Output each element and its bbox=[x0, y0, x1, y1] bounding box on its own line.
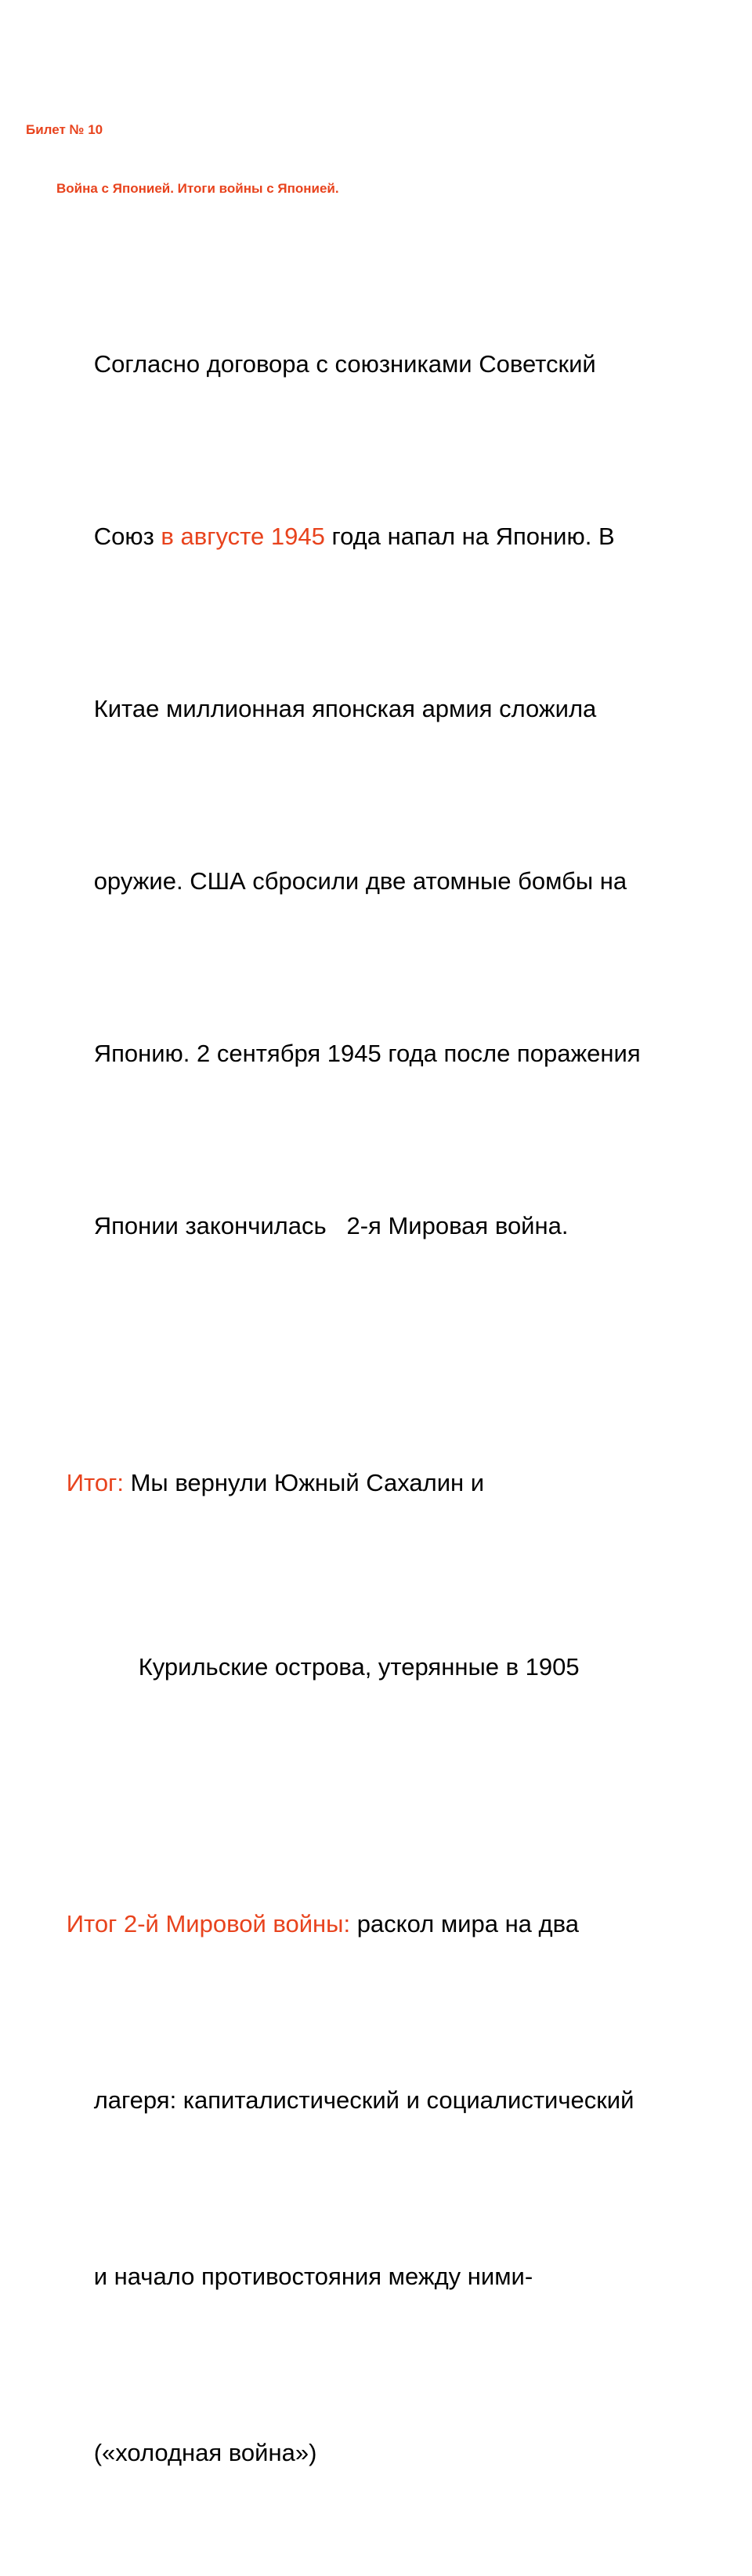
slide bbox=[0, 81, 752, 2466]
result-label: Итог: bbox=[66, 1469, 124, 1496]
text-segment: Японии закончилась 2-я Мировая война. bbox=[93, 1212, 569, 1239]
paragraph-main bbox=[0, 244, 752, 1347]
text-segment: Союз bbox=[93, 523, 161, 550]
highlight-august-1945: в августе 1945 bbox=[161, 523, 325, 550]
text-segment: лагеря: капиталистический и социалистический bbox=[93, 2086, 634, 2114]
text-line bbox=[0, 657, 752, 761]
text-segment: Мы вернули Южный Сахалин и bbox=[123, 1469, 485, 1496]
text-segment: Китае миллионная японская армия сложила bbox=[93, 695, 597, 722]
paragraph-result-1 bbox=[0, 1354, 752, 1796]
text-line bbox=[0, 1427, 752, 1538]
text-line bbox=[0, 2047, 752, 2153]
text-segment: Согласно договора с союзниками Советский bbox=[93, 350, 596, 378]
slide-topic-line: Война с Японией. Итоги войны с Японией. bbox=[56, 181, 339, 196]
text-segment: Курильские острова, утерянные в 1905 bbox=[138, 1653, 580, 1681]
text-line bbox=[0, 485, 752, 588]
paragraph-result-2 bbox=[0, 1800, 752, 2576]
text-segment: раскол мира на два bbox=[350, 1910, 579, 1937]
ww2-result-label: Итог 2-й Мировой войны: bbox=[66, 1910, 351, 1937]
text-segment: («холодная война») bbox=[93, 2439, 317, 2466]
ticket-number-line: Билет № 10 bbox=[26, 122, 103, 137]
text-segment: оружие. США сбросили две атомные бомбы на bbox=[93, 867, 627, 895]
text-line bbox=[0, 830, 752, 933]
text-segment: года напал на Японию. В bbox=[324, 523, 615, 550]
text-segment: и начало противостояния между ними- bbox=[93, 2263, 533, 2290]
text-line bbox=[0, 2223, 752, 2329]
slide-title-block bbox=[26, 81, 752, 237]
text-line bbox=[0, 1612, 752, 1722]
text-line bbox=[0, 2400, 752, 2505]
text-line bbox=[0, 313, 752, 416]
text-segment: Японию. 2 сентября 1945 года после поражения bbox=[93, 1040, 641, 1067]
text-line bbox=[0, 1871, 752, 1977]
text-line bbox=[0, 1002, 752, 1105]
text-line bbox=[0, 1174, 752, 1278]
